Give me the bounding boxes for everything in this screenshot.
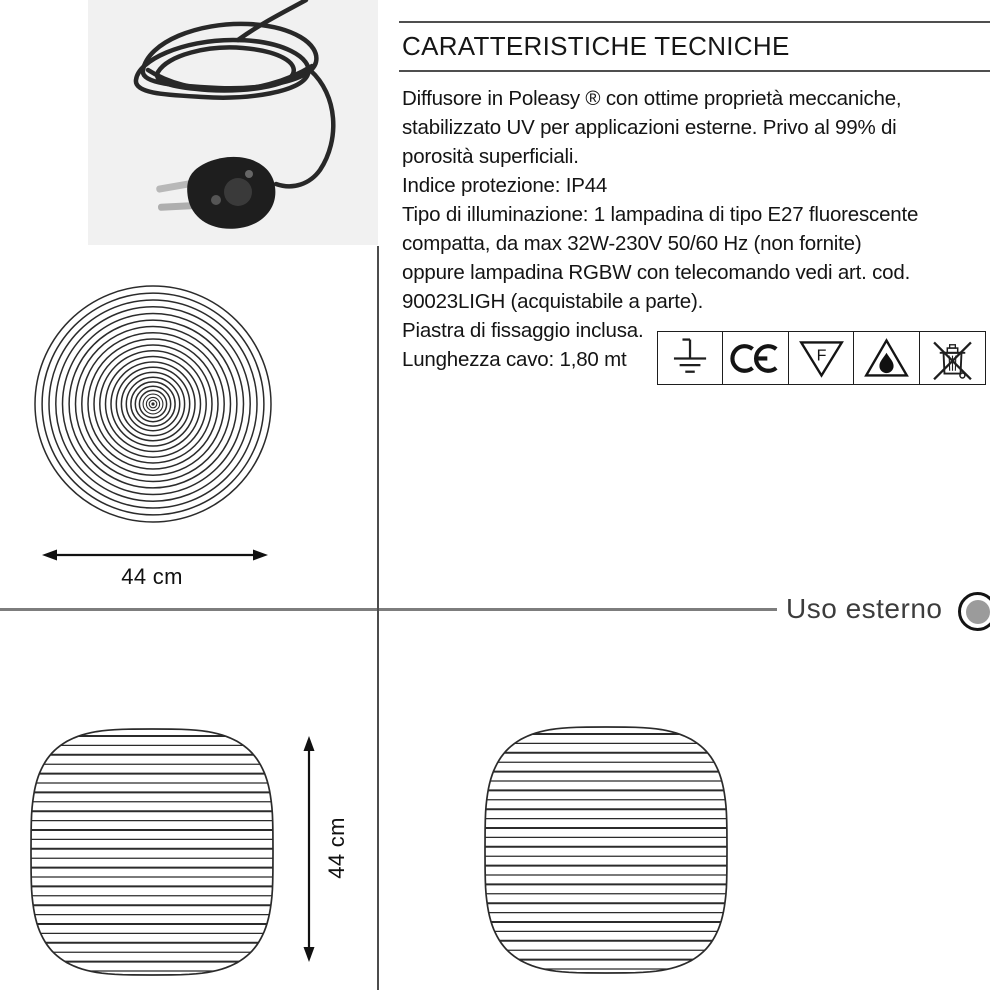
- description-line: Tipo di illuminazione: 1 lampadina di tipo E27 fluorescente: [402, 203, 919, 226]
- height-dimension-arrow: [297, 734, 321, 964]
- description-line: Piastra di fissaggio inclusa.: [402, 319, 644, 342]
- side-view-dimension-label: 44 cm: [324, 817, 349, 879]
- outdoor-use-badge-dot: [966, 600, 990, 624]
- ce-mark-icon: [722, 331, 789, 385]
- water-drop-triangle-icon: [853, 331, 920, 385]
- certification-table: [657, 331, 986, 385]
- description-line: 90023LIGH (acquistabile a parte).: [402, 290, 704, 313]
- top-view-dimension-label: 44 cm: [121, 564, 183, 589]
- description-line: Diffusore in Poleasy ® con ottime proprietà meccaniche,: [402, 87, 902, 110]
- description-line: stabilizzato UV per applicazioni esterne. Privo al 99% di: [402, 116, 897, 139]
- usage-label: Uso esterno: [786, 593, 943, 624]
- column-divider-line: [377, 246, 379, 990]
- description-line: compatta, da max 32W-230V 50/60 Hz (non fornite): [402, 232, 862, 255]
- description-line: porosità superficiali.: [402, 145, 579, 168]
- weee-crossed-bin-icon: [919, 331, 986, 385]
- section-divider-line: [0, 608, 777, 611]
- f-mark-triangle-icon: [788, 331, 855, 385]
- power-cable-photo: [88, 0, 378, 245]
- earth-ground-icon: [657, 331, 724, 385]
- svg-text:F: F: [816, 346, 827, 365]
- heading-rule-bottom: [399, 70, 990, 72]
- description-line: Indice protezione: IP44: [402, 174, 608, 197]
- outdoor-use-badge: [958, 592, 990, 631]
- side-view-drawing-right: [482, 724, 730, 976]
- side-view-drawing-left: [28, 726, 276, 978]
- description-line: Lunghezza cavo: 1,80 mt: [402, 348, 627, 371]
- width-dimension-arrow: [40, 546, 270, 564]
- top-view-drawing: [33, 284, 273, 524]
- section-title: CARATTERISTICHE TECNICHE: [402, 31, 790, 61]
- heading-rule-top: [399, 21, 990, 23]
- description-line: oppure lampadina RGBW con telecomando vedi art. cod.: [402, 261, 911, 284]
